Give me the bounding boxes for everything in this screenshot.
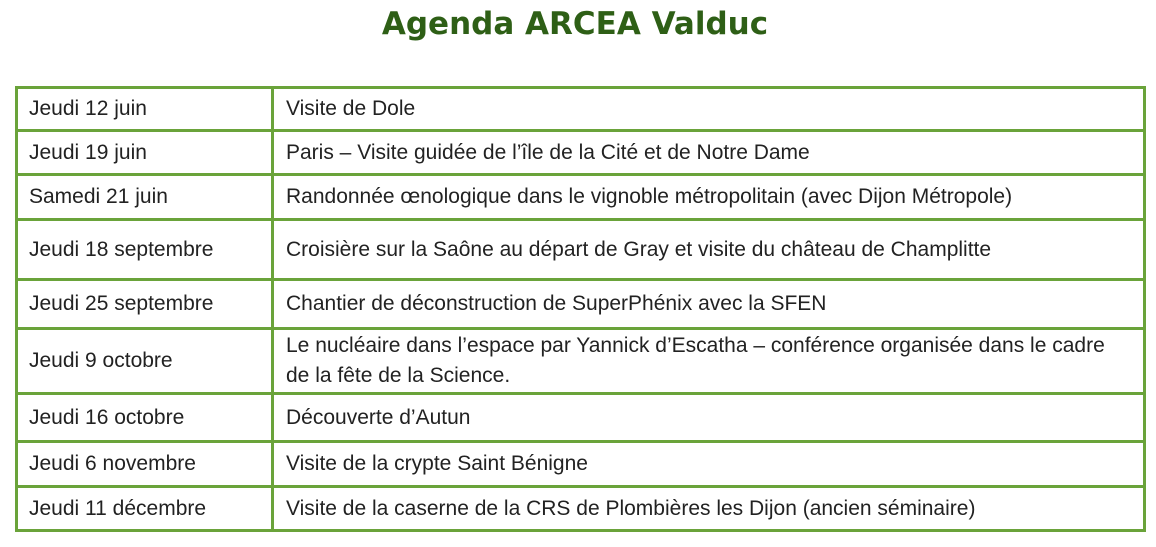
table-row xyxy=(17,175,1145,220)
event-date: Jeudi 11 décembre xyxy=(17,487,273,531)
event-date: Samedi 21 juin xyxy=(17,175,273,220)
table-row xyxy=(17,280,1145,329)
event-date: Jeudi 25 septembre xyxy=(17,280,273,329)
table-row xyxy=(17,131,1145,175)
table-row xyxy=(17,220,1145,280)
event-description: Visite de la caserne de la CRS de Plombières les Dijon (ancien séminaire) xyxy=(273,487,1145,531)
page-title: Agenda ARCEA Valduc xyxy=(381,6,769,42)
event-description: Visite de la crypte Saint Bénigne xyxy=(273,442,1145,487)
table-row xyxy=(17,394,1145,442)
event-description: Paris – Visite guidée de l’île de la Cité et de Notre Dame xyxy=(273,131,1145,175)
agenda-table xyxy=(15,86,1146,532)
event-date: Jeudi 18 septembre xyxy=(17,220,273,280)
event-date: Jeudi 19 juin xyxy=(17,131,273,175)
event-date: Jeudi 6 novembre xyxy=(17,442,273,487)
event-date: Jeudi 12 juin xyxy=(17,88,273,131)
event-description: Le nucléaire dans l’espace par Yannick d’Escatha – conférence organisée dans le cadre de la fête de la Science. xyxy=(273,329,1145,394)
event-date: Jeudi 9 octobre xyxy=(17,329,273,394)
event-description: Découverte d’Autun xyxy=(273,394,1145,442)
event-description: Chantier de déconstruction de SuperPhénix avec la SFEN xyxy=(273,280,1145,329)
table-row xyxy=(17,329,1145,394)
table-row xyxy=(17,442,1145,487)
event-description: Randonnée œnologique dans le vignoble métropolitain (avec Dijon Métropole) xyxy=(273,175,1145,220)
table-row xyxy=(17,487,1145,531)
event-description: Visite de Dole xyxy=(273,88,1145,131)
event-description: Croisière sur la Saône au départ de Gray et visite du château de Champlitte xyxy=(273,220,1145,280)
table-row xyxy=(17,88,1145,131)
event-date: Jeudi 16 octobre xyxy=(17,394,273,442)
